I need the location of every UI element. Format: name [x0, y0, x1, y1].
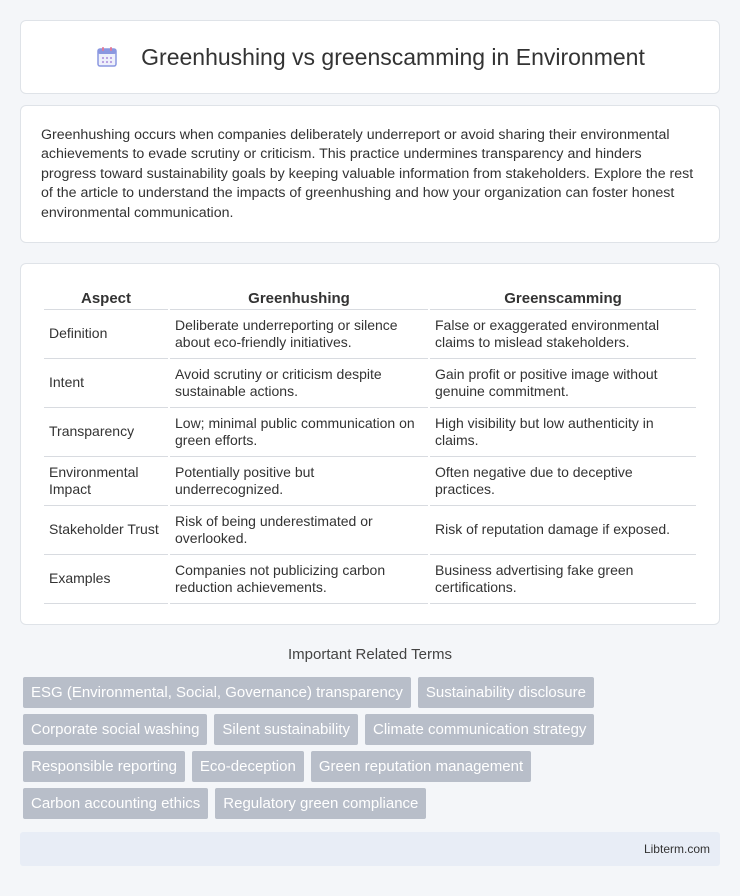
header-aspect: Aspect	[44, 284, 168, 310]
cell-greenhushing: Low; minimal public communication on green efforts.	[170, 408, 428, 457]
table-row	[44, 506, 696, 555]
tag-row	[23, 788, 723, 819]
footer	[20, 832, 720, 866]
tag-green-reputation-management[interactable]: Green reputation management	[311, 751, 531, 782]
cell-greenscamming: Risk of reputation damage if exposed.	[430, 506, 696, 555]
tag-sustainability-disclosure[interactable]: Sustainability disclosure	[418, 677, 594, 708]
tag-climate-communication-strategy[interactable]: Climate communication strategy	[365, 714, 594, 745]
tag-row	[23, 714, 723, 745]
title-card	[20, 20, 720, 94]
table-row	[44, 555, 696, 604]
table-row	[44, 457, 696, 506]
cell-greenhushing: Potentially positive but underrecognized.	[170, 457, 428, 506]
comparison-table	[42, 284, 698, 604]
cell-greenscamming: Gain profit or positive image without genuine commitment.	[430, 359, 696, 408]
cell-greenscamming: False or exaggerated environmental claims to mislead stakeholders.	[430, 310, 696, 359]
table-header-row	[44, 284, 696, 310]
table-row	[44, 359, 696, 408]
cell-greenhushing: Companies not publicizing carbon reduction achievements.	[170, 555, 428, 604]
tag-responsible-reporting[interactable]: Responsible reporting	[23, 751, 185, 782]
tag-eco-deception[interactable]: Eco-deception	[192, 751, 304, 782]
intro-card	[20, 105, 720, 243]
cell-greenhushing: Avoid scrutiny or criticism despite sustainable actions.	[170, 359, 428, 408]
cell-aspect: Transparency	[44, 408, 168, 457]
cell-aspect: Examples	[44, 555, 168, 604]
cell-aspect: Definition	[44, 310, 168, 359]
tag-corporate-social-washing[interactable]: Corporate social washing	[23, 714, 207, 745]
related-terms-list	[23, 677, 723, 825]
tag-silent-sustainability[interactable]: Silent sustainability	[214, 714, 358, 745]
header-greenscamming: Greenscamming	[430, 284, 696, 310]
header-greenhushing: Greenhushing	[170, 284, 428, 310]
cell-aspect: Environmental Impact	[44, 457, 168, 506]
tag-esg-transparency[interactable]: ESG (Environmental, Social, Governance) transparency	[23, 677, 411, 708]
tag-row	[23, 677, 723, 708]
comparison-table-card	[20, 263, 720, 625]
cell-aspect: Stakeholder Trust	[44, 506, 168, 555]
tag-carbon-accounting-ethics[interactable]: Carbon accounting ethics	[23, 788, 208, 819]
intro-paragraph: Greenhushing occurs when companies deliberately underreport or avoid sharing their environmental achievements to evade scrutiny or criticism. This practice undermines transparency and hinders progress toward sustainability goals by keeping valuable information from stakeholders. Explore the rest of the article to understand the impacts of greenhushing and how your organization can foster honest environmental communication.	[41, 127, 694, 221]
calendar-icon	[95, 45, 119, 69]
tag-row	[23, 751, 723, 782]
cell-greenscamming: Often negative due to deceptive practices.	[430, 457, 696, 506]
cell-aspect: Intent	[44, 359, 168, 408]
tag-regulatory-green-compliance[interactable]: Regulatory green compliance	[215, 788, 426, 819]
table-row	[44, 310, 696, 359]
footer-site-link[interactable]: Libterm.com	[643, 842, 710, 856]
cell-greenscamming: Business advertising fake green certifications.	[430, 555, 696, 604]
cell-greenscamming: High visibility but low authenticity in claims.	[430, 408, 696, 457]
page-title: Greenhushing vs greenscamming in Environment	[141, 43, 645, 70]
table-row	[44, 408, 696, 457]
related-terms-title: Important Related Terms	[288, 646, 452, 663]
cell-greenhushing: Risk of being underestimated or overlooked.	[170, 506, 428, 555]
cell-greenhushing: Deliberate underreporting or silence about eco-friendly initiatives.	[170, 310, 428, 359]
